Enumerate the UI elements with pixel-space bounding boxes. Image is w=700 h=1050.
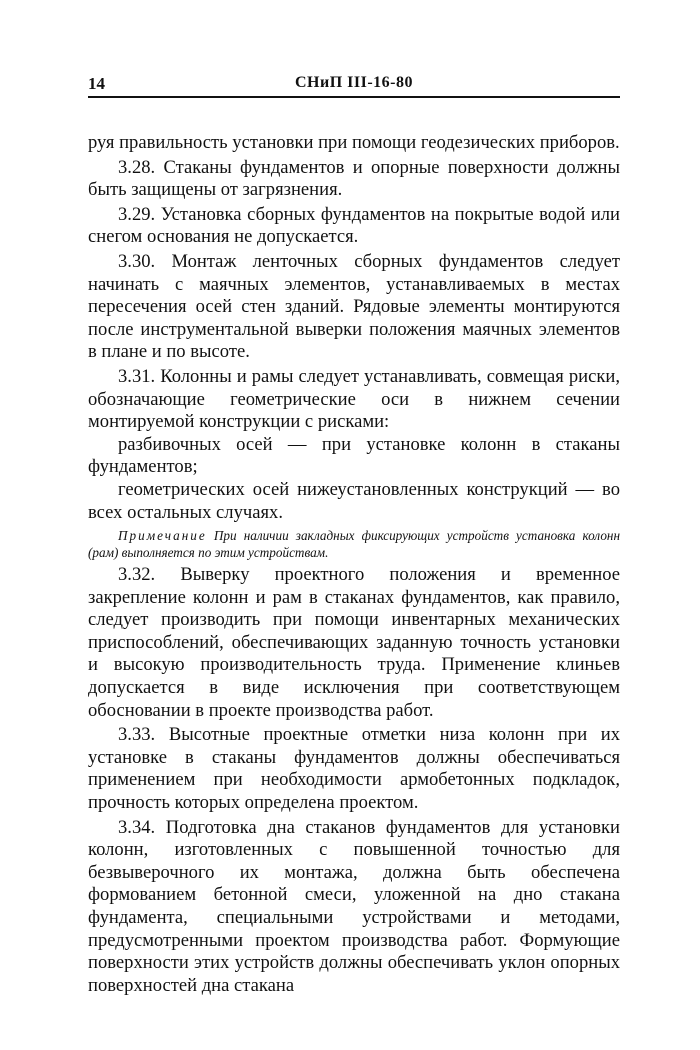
list-item-text: разбивочных осей — при установке колонн в стаканы фундаментов; bbox=[88, 433, 620, 478]
clause-3-33 bbox=[88, 724, 620, 814]
clause-number: 3.30. bbox=[118, 250, 156, 272]
clause-3-34 bbox=[88, 817, 620, 998]
clause-text: Выверку проектного положения и временное закрепление колонн и рам в стаканах фундаментов, как правило, следует производить при помощи инвентарных механических приспособлений, обеспечивающих заданную точность установки и высокую производительность труда. Применение клиньев допускается в виде исключения при соответствующем обосновании в проекте производства работ. bbox=[88, 564, 620, 721]
clause-text: Установка сборных фундаментов на покрытые водой или снегом основания не допускается. bbox=[88, 203, 620, 248]
list-item bbox=[88, 434, 620, 479]
clause-text: Монтаж ленточных сборных фундаментов следует начинать с маячных элементов, устанавливаемых в местах пересечения осей стен зданий. Рядовые элементы монтируются после инструментальной выверки положения маячных элементов в плане и по высоте. bbox=[88, 250, 620, 363]
paragraph-text: руя правильность установки при помощи геодезических приборов. bbox=[88, 132, 620, 153]
clause-3-31 bbox=[88, 366, 620, 434]
note-label: Примечание bbox=[118, 528, 207, 544]
document-page bbox=[88, 74, 620, 997]
note bbox=[88, 527, 620, 561]
page-body bbox=[88, 132, 620, 997]
clause-text: Колонны и рамы следует устанавливать, совмещая риски, обозначающие геометрические оси в нижнем сечении монтируемой конструкции с рисками: bbox=[88, 365, 620, 433]
paragraph bbox=[88, 132, 620, 155]
running-title: СНиП III-16-80 bbox=[295, 74, 413, 91]
clause-number: 3.33. bbox=[118, 724, 156, 746]
clause-3-28 bbox=[88, 157, 620, 202]
note-text: При наличии закладных фиксирующих устройств установка колонн (рам) выполняется по этим устройствам. bbox=[88, 528, 621, 561]
list-item bbox=[88, 479, 620, 524]
clause-number: 3.28. bbox=[118, 156, 156, 178]
clause-number: 3.31. bbox=[118, 365, 156, 387]
clause-3-32 bbox=[88, 564, 620, 722]
page-number: 14 bbox=[88, 74, 105, 93]
clause-number: 3.32. bbox=[118, 564, 156, 586]
clause-text: Высотные проектные отметки низа колонн при их установке в стаканы фундаментов должны обеспечиваться применением при необходимости армобетонных подкладок, прочность которых определена проектом. bbox=[88, 724, 620, 814]
clause-3-29 bbox=[88, 204, 620, 249]
page-header bbox=[88, 74, 620, 98]
clause-text: Стаканы фундаментов и опорные поверхности должны быть защищены от загрязнения. bbox=[88, 156, 620, 201]
clause-number: 3.34. bbox=[118, 816, 156, 838]
clause-3-30 bbox=[88, 251, 620, 364]
clause-text: Подготовка дна стаканов фундаментов для установки колонн, изготовленных с повышенной точностью для безвыверочного их монтажа, должна быть обеспечена формованием бетонной смеси, уложенной на дно стакана фундамента, специальными устройствами и методами, предусмотренными проектом производства работ. Формующие поверхности этих устройств должны обеспечивать уклон опорных поверхностей дна стакана bbox=[88, 816, 620, 996]
list-item-text: геометрических осей нижеустановленных конструкций — во всех остальных случаях. bbox=[88, 478, 620, 523]
clause-number: 3.29. bbox=[118, 203, 156, 225]
